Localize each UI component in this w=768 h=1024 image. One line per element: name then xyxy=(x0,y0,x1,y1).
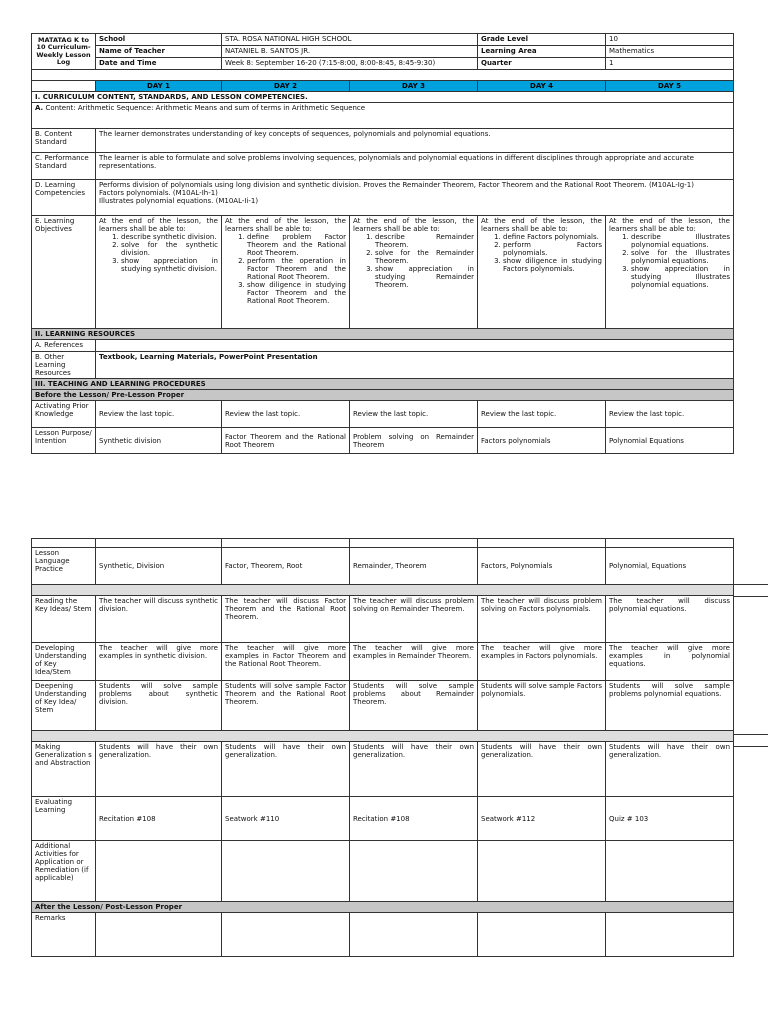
gap-row xyxy=(32,731,734,742)
competency-3: Illustrates polynomial equations. (M10AL-Ii-1) xyxy=(99,197,259,205)
purpose-label: Lesson Purpose/ Intention xyxy=(32,428,96,454)
evaluating-day-4: Seatwork #112 xyxy=(478,797,606,841)
activating-day-5: Review the last topic. xyxy=(606,401,734,428)
activating-label: Activating Prior Knowledge xyxy=(32,401,96,428)
activating-day-4: Review the last topic. xyxy=(478,401,606,428)
purpose-day-2: Factor Theorem and the Rational Root Theorem xyxy=(222,428,350,454)
remarks-day-5 xyxy=(606,913,734,957)
competency-1: Performs division of polynomials using long division and synthetic division. Proves the Remainder Theorem, Factor Theorem and the Rational Root Theorem. (M10AL-Ig-1) xyxy=(99,181,694,189)
remarks-label: Remarks xyxy=(32,913,96,957)
objective-item: 3. show appreciation in studying Illustrates polynomial equations. xyxy=(631,265,730,289)
blank-cell xyxy=(222,539,350,548)
other-resources-label: B. Other Learning Resources xyxy=(32,352,96,379)
objective-item: 1. define Factors polynomials. xyxy=(503,233,602,241)
additional-label: Additional Activities for Application or Remediation (if applicable) xyxy=(32,841,96,902)
evaluating-day-5: Quiz # 103 xyxy=(606,797,734,841)
language-day-2: Factor, Theorem, Root xyxy=(222,548,350,585)
reading-day-5: The teacher will discuss polynomial equations. xyxy=(606,596,734,643)
evaluating-day-2: Seatwork #110 xyxy=(222,797,350,841)
competencies-label: D. Learning Competencies xyxy=(32,180,96,216)
developing-day-2: The teacher will give more examples in Factor Theorem and the Rational Root Theorem. xyxy=(222,643,350,681)
day-header-3: DAY 3 xyxy=(350,81,478,92)
generalization-day-4: Students will have their own generalization. xyxy=(478,742,606,797)
date-time-value: Week 8: September 16-20 (7:15-8:00, 8:00-8:45, 8:45-9:30) xyxy=(222,58,478,70)
deepening-day-2: Students will solve sample Factor Theorem and the Rational Root Theorem. xyxy=(222,681,350,731)
day-header-blank xyxy=(32,81,96,92)
reading-day-3: The teacher will discuss problem solving on Remainder Theorem. xyxy=(350,596,478,643)
other-resources-text: Textbook, Learning Materials, PowerPoint Presentation xyxy=(96,352,734,379)
developing-day-3: The teacher will give more examples in Remainder Theorem. xyxy=(350,643,478,681)
objective-item: 1. describe Remainder Theorem. xyxy=(375,233,474,249)
log-title: MATATAG K to 10 Curriculum- Weekly Lesson Log xyxy=(32,34,96,70)
objective-item: 3. show appreciation in studying synthetic division. xyxy=(121,257,218,273)
performance-standard-text: The learner is able to formulate and solve problems involving sequences, polynomials and polynomial equations in different disciplines through appropriate and accurate representations. xyxy=(96,153,734,180)
remarks-day-4 xyxy=(478,913,606,957)
objectives-intro: At the end of the lesson, the learners shall be able to: xyxy=(481,217,602,233)
objectives-day-4 xyxy=(478,216,606,329)
developing-day-4: The teacher will give more examples in Factors polynomials. xyxy=(478,643,606,681)
school-value: STA. ROSA NATIONAL HIGH SCHOOL xyxy=(222,34,478,46)
lesson-log-table-page2 xyxy=(31,538,734,957)
performance-standard-label: C. Performance Standard xyxy=(32,153,96,180)
additional-day-2 xyxy=(222,841,350,902)
reading-day-4: The teacher will discuss problem solving on Factors polynomials. xyxy=(478,596,606,643)
edge-line xyxy=(733,584,768,585)
objective-item: 3. show appreciation in studying Remainder Theorem. xyxy=(375,265,474,289)
quarter-value: 1 xyxy=(606,58,734,70)
evaluating-day-1: Recitation #108 xyxy=(96,797,222,841)
content-standard-label: B. Content Standard xyxy=(32,129,96,153)
section-3-title: III. TEACHING AND LEARNING PROCEDURES xyxy=(32,379,734,390)
language-day-3: Remainder, Theorem xyxy=(350,548,478,585)
references-value xyxy=(96,340,734,352)
section-2-title: II. LEARNING RESOURCES xyxy=(32,329,734,340)
reading-day-2: The teacher will discuss Factor Theorem and the Rational Root Theorem. xyxy=(222,596,350,643)
learning-area-value: Mathematics xyxy=(606,46,734,58)
blank-cell xyxy=(32,539,96,548)
spacer-row xyxy=(32,70,734,81)
objectives-day-5 xyxy=(606,216,734,329)
objective-item: 3. show diligence in studying Factor Theorem and the Rational Root Theorem. xyxy=(247,281,346,305)
remarks-day-3 xyxy=(350,913,478,957)
generalization-day-2: Students will have their own generalization. xyxy=(222,742,350,797)
purpose-day-4: Factors polynomials xyxy=(478,428,606,454)
evaluating-label: Evaluating Learning xyxy=(32,797,96,841)
deepening-day-3: Students will solve sample problems about Remainder Theorem. xyxy=(350,681,478,731)
generalization-day-1: Students will have their own generalization. xyxy=(96,742,222,797)
blank-cell xyxy=(350,539,478,548)
additional-day-3 xyxy=(350,841,478,902)
objectives-intro: At the end of the lesson, the learners shall be able to: xyxy=(99,217,218,233)
language-day-5: Polynomial, Equations xyxy=(606,548,734,585)
purpose-day-1: Synthetic division xyxy=(96,428,222,454)
purpose-day-3: Problem solving on Remainder Theorem xyxy=(350,428,478,454)
language-label: Lesson Language Practice xyxy=(32,548,96,585)
additional-day-4 xyxy=(478,841,606,902)
objective-item: 2. solve for the synthetic division. xyxy=(121,241,218,257)
day-header-1: DAY 1 xyxy=(96,81,222,92)
content-standard-text: The learner demonstrates understanding of key concepts of sequences, polynomials and polynomial equations. xyxy=(96,129,734,153)
date-time-label: Date and Time xyxy=(96,58,222,70)
before-lesson-title: Before the Lesson/ Pre-Lesson Proper xyxy=(32,390,734,401)
objective-item: 2. solve for the Illustrates polynomial equations. xyxy=(631,249,730,265)
quarter-label: Quarter xyxy=(478,58,606,70)
developing-day-1: The teacher will give more examples in synthetic division. xyxy=(96,643,222,681)
objective-item: 1. describe synthetic division. xyxy=(121,233,218,241)
competency-2: Factors polynomials. (M10AL-Ih-1) xyxy=(99,189,218,197)
purpose-day-5: Polynomial Equations xyxy=(606,428,734,454)
objective-item: 1. define problem Factor Theorem and the Rational Root Theorem. xyxy=(247,233,346,257)
reading-day-1: The teacher will discuss synthetic division. xyxy=(96,596,222,643)
day-header-2: DAY 2 xyxy=(222,81,350,92)
edge-line xyxy=(733,734,768,735)
objectives-label: E. Learning Objectives xyxy=(32,216,96,329)
content-prefix: A. xyxy=(35,104,44,112)
developing-day-5: The teacher will give more examples in polynomial equations. xyxy=(606,643,734,681)
objective-item: 2. perform the operation in Factor Theorem and the Rational Root Theorem. xyxy=(247,257,346,281)
objective-item: 2. solve for the Remainder Theorem. xyxy=(375,249,474,265)
blank-cell xyxy=(96,539,222,548)
objective-item: 1. describe Illustrates polynomial equations. xyxy=(631,233,730,249)
references-label: A. References xyxy=(32,340,96,352)
day-header-4: DAY 4 xyxy=(478,81,606,92)
objectives-day-1 xyxy=(96,216,222,329)
objectives-intro: At the end of the lesson, the learners shall be able to: xyxy=(353,217,474,233)
additional-day-1 xyxy=(96,841,222,902)
activating-day-2: Review the last topic. xyxy=(222,401,350,428)
language-day-1: Synthetic, Division xyxy=(96,548,222,585)
section-1-title: I. CURRICULUM CONTENT, STANDARDS, AND LESSON COMPETENCIES. xyxy=(32,92,734,103)
activating-day-1: Review the last topic. xyxy=(96,401,222,428)
generalization-day-5: Students will have their own generalization. xyxy=(606,742,734,797)
evaluating-day-3: Recitation #108 xyxy=(350,797,478,841)
teacher-label: Name of Teacher xyxy=(96,46,222,58)
content-row xyxy=(32,103,734,129)
teacher-value: NATANIEL B. SANTOS JR. xyxy=(222,46,478,58)
deepening-label: Deepening Understanding of Key Idea/ Stem xyxy=(32,681,96,731)
remarks-day-2 xyxy=(222,913,350,957)
gap-row xyxy=(32,585,734,596)
activating-day-3: Review the last topic. xyxy=(350,401,478,428)
blank-cell xyxy=(478,539,606,548)
competencies-text xyxy=(96,180,734,216)
after-lesson-title: After the Lesson/ Post-Lesson Proper xyxy=(32,902,734,913)
lesson-log-table-page1 xyxy=(31,33,734,454)
objectives-intro: At the end of the lesson, the learners shall be able to: xyxy=(609,217,730,233)
school-label: School xyxy=(96,34,222,46)
day-header-5: DAY 5 xyxy=(606,81,734,92)
edge-line xyxy=(733,596,768,597)
objective-item: 3. show diligence in studying Factors polynomials. xyxy=(503,257,602,273)
remarks-day-1 xyxy=(96,913,222,957)
deepening-day-1: Students will solve sample problems about synthetic division. xyxy=(96,681,222,731)
additional-day-5 xyxy=(606,841,734,902)
deepening-day-4: Students will solve sample Factors polynomials. xyxy=(478,681,606,731)
reading-label: Reading the Key Ideas/ Stem xyxy=(32,596,96,643)
blank-cell xyxy=(606,539,734,548)
objectives-intro: At the end of the lesson, the learners shall be able to: xyxy=(225,217,346,233)
grade-level-label: Grade Level xyxy=(478,34,606,46)
objectives-day-3 xyxy=(350,216,478,329)
generalization-day-3: Students will have their own generalization. xyxy=(350,742,478,797)
generalization-label: Making Generalization s and Abstraction xyxy=(32,742,96,797)
learning-area-label: Learning Area xyxy=(478,46,606,58)
objectives-day-2 xyxy=(222,216,350,329)
deepening-day-5: Students will solve sample problems polynomial equations. xyxy=(606,681,734,731)
objective-item: 2. perform Factors polynomials. xyxy=(503,241,602,257)
developing-label: Developing Understanding of Key Idea/Stem xyxy=(32,643,96,681)
edge-line xyxy=(733,746,768,747)
language-day-4: Factors, Polynomials xyxy=(478,548,606,585)
content-text: Content: Arithmetic Sequence: Arithmetic Means and sum of terms in Arithmetic Sequence xyxy=(43,104,366,112)
grade-level-value: 10 xyxy=(606,34,734,46)
